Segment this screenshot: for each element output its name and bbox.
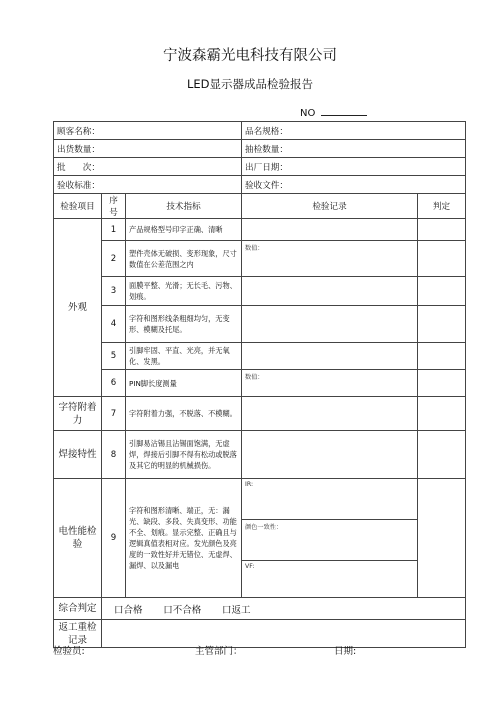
row-seq: 7 [102,397,126,431]
group-welding: 焊接特性 [54,431,102,479]
table-row [54,370,466,397]
summary-options [102,598,466,620]
acceptance-standard-field[interactable]: 验收标准： [54,176,242,194]
table-row [54,343,466,370]
table-row [54,479,466,520]
row-spec: 字符和图形清晰、端正，无：漏光、缺段、多段、失真变形、功能不全、划痕。显示完整、正确且与逻辑真值表相对应。发光颜色及亮度的一致性好并无错位、无虚焊、漏焊、以及漏电 [126,479,242,598]
row-record[interactable] [242,277,418,306]
col-spec-header: 技术指标 [126,194,242,219]
row-spec: 产品规格型号印字正确、清晰 [126,219,242,241]
acceptance-document-field[interactable]: 验收文件： [242,176,466,194]
col-judge-header: 判定 [418,194,466,219]
row-seq: 3 [102,277,126,306]
ship-qty-field[interactable]: 出货数量： [54,140,242,158]
fail-checkbox[interactable]: 口不合格 [163,604,202,616]
info-row [54,176,466,194]
group-adhesion: 字符附着力 [54,397,102,431]
company-name: 宁波森霸光电科技有限公司 [163,48,337,64]
row-record[interactable] [242,431,418,479]
row-seq: 1 [102,219,126,241]
row-seq: 5 [102,343,126,370]
row-spec: 字符和图形线条粗细均匀，无变形、模糊及托尾。 [126,306,242,343]
table-row [54,277,466,306]
date-field[interactable]: 日期: [334,646,357,657]
rework-row [54,620,466,648]
table-row [54,397,466,431]
record-vf[interactable]: VF: [242,561,418,598]
summary-row [54,598,466,620]
batch-field[interactable]: 批 次： [54,158,242,176]
info-row [54,140,466,158]
report-number-label: NO [300,108,316,119]
col-seq-header: 序号 [102,194,126,219]
report-title: LED显示器成品检验报告 [186,77,314,91]
row-judge[interactable] [418,370,466,397]
row-spec: 塑件壳体无破损、变形现象，尺寸数值在公差范围之内 [126,241,242,277]
row-seq: 6 [102,370,126,397]
row-record[interactable] [242,306,418,343]
table-row [54,306,466,343]
row-record[interactable]: 数值： [242,241,418,277]
row-spec: 面膜平整、光滑；无长毛、污物、划痕。 [126,277,242,306]
row-record[interactable] [242,219,418,241]
row-judge[interactable] [418,306,466,343]
column-header-row [54,194,466,219]
row-judge[interactable] [418,343,466,370]
row-judge[interactable] [418,219,466,241]
row-judge[interactable] [418,397,466,431]
product-spec-field[interactable]: 品名规格： [242,122,466,140]
row-seq: 9 [102,479,126,598]
row-record[interactable]: 数值： [242,370,418,397]
col-record-header: 检验记录 [242,194,418,219]
row-judge[interactable] [418,479,466,598]
customer-field[interactable]: 顾客名称： [54,122,242,140]
row-spec: 字符附着力强，不脱落、不模糊。 [126,397,242,431]
row-seq: 8 [102,431,126,479]
row-record[interactable] [242,343,418,370]
group-appearance: 外观 [54,219,102,397]
table-row [54,219,466,241]
record-ir[interactable]: IR: [242,479,418,520]
rework-record[interactable] [102,620,466,648]
department-field[interactable]: 主管部门： [195,646,243,657]
row-spec: 引脚牢固、平直、光亮，并无氧化、发黑。 [126,343,242,370]
row-judge[interactable] [418,431,466,479]
info-row [54,122,466,140]
row-spec: 引脚易沾锡且沾锡面饱满，无虚焊，焊接后引脚不得有松动或脱落及其它的明显的机械损伤。 [126,431,242,479]
inspection-table [53,121,466,648]
table-row [54,431,466,479]
summary-label: 综合判定 [54,598,102,620]
factory-date-field[interactable]: 出厂日期： [242,158,466,176]
table-row [54,241,466,277]
report-number-blank[interactable] [321,106,367,116]
rework-label: 返工重检记录 [54,620,102,648]
row-spec: PIN脚长度测量 [126,370,242,397]
row-judge[interactable] [418,277,466,306]
col-item-header: 检验项目 [54,194,102,219]
row-seq: 2 [102,241,126,277]
rework-checkbox[interactable]: 口返工 [222,604,251,616]
sample-qty-field[interactable]: 抽检数量： [242,140,466,158]
inspector-field[interactable]: 检验员: [53,646,85,657]
record-color-consistency[interactable]: 颜色一致性： [242,520,418,561]
info-row [54,158,466,176]
group-electrical: 电性能检验 [54,479,102,598]
row-record[interactable] [242,397,418,431]
pass-checkbox[interactable]: 口合格 [114,604,143,616]
row-judge[interactable] [418,241,466,277]
row-seq: 4 [102,306,126,343]
report-number [300,106,367,119]
